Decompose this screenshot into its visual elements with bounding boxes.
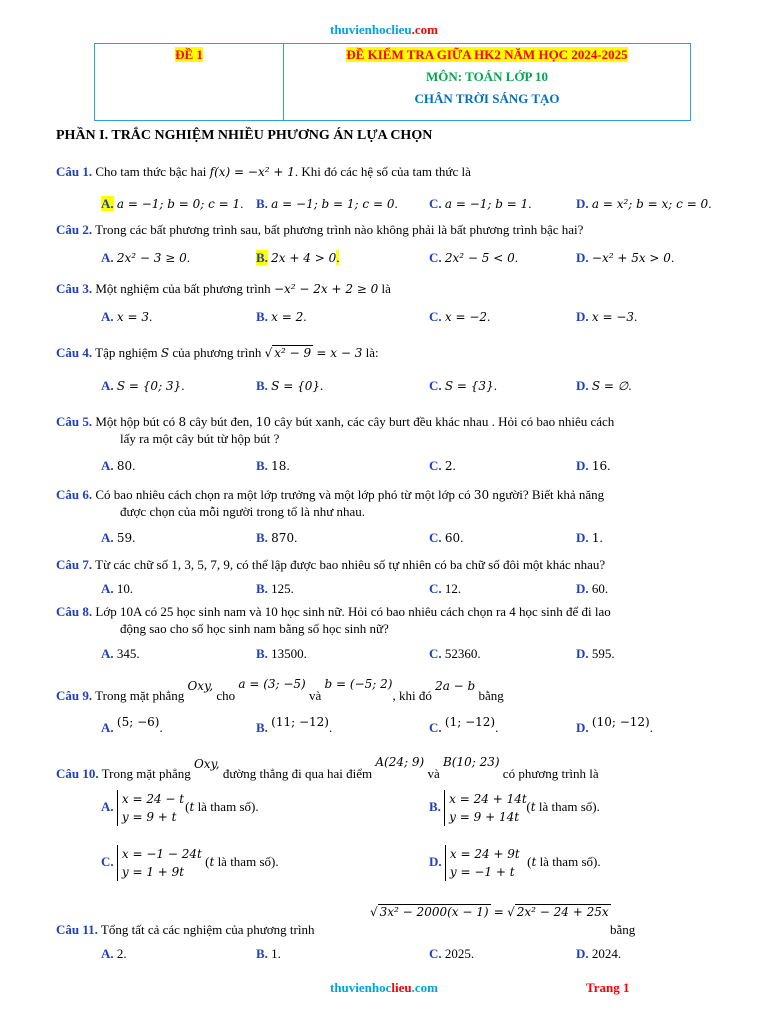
equation-system: x = −1 − 24t y = 1 + 9t	[117, 845, 202, 881]
q9-option-a[interactable]: A. (5; −6).	[101, 715, 163, 735]
q8-option-a[interactable]: A. 345.	[101, 646, 140, 661]
question-6-line2: được chọn của mỗi người trong tổ là như nhau.	[120, 504, 366, 519]
q2-option-c[interactable]: C. 2x² − 5 < 0.	[429, 250, 518, 265]
q9-option-c[interactable]: C. (1; −12).	[429, 715, 499, 735]
q7-option-d[interactable]: D. 60.	[576, 581, 609, 596]
formula: f(x) = −x² + 1	[209, 165, 295, 179]
q7-option-a[interactable]: A. 10.	[101, 581, 134, 596]
exam-title-cell	[284, 44, 690, 120]
q7-option-b[interactable]: B. 125.	[256, 581, 294, 596]
q7-option-c[interactable]: C. 12.	[429, 581, 462, 596]
question-8-line2: động sao cho số học sinh nam bằng số học sinh nữ?	[120, 621, 389, 636]
section-title: PHẦN I. TRẮC NGHIỆM NHIỀU PHƯƠNG ÁN LỰA CHỌN	[56, 128, 433, 143]
q2-option-a[interactable]: A. 2x² − 3 ≥ 0.	[101, 250, 190, 265]
q1-option-c[interactable]: C. a = −1; b = 1.	[429, 196, 532, 211]
question-8: Câu 8. Lớp 10A có 25 học sinh nam và 10 học sinh nữ. Hỏi có bao nhiêu cách chọn ra 4 học sinh để đi lao	[56, 604, 611, 619]
exam-title: ĐỀ KIỂM TRA GIỮA HK2 NĂM HỌC 2024-2025	[346, 47, 628, 62]
question-11-tail: bằng	[610, 922, 636, 937]
question-5-line2: lấy ra một cây bút từ hộp bút ?	[120, 431, 280, 446]
question-6: Câu 6. Có bao nhiêu cách chọn ra một lớp trưởng và một lớp phó từ một lớp có 30 người? Biết khả năng	[56, 487, 605, 502]
exam-header	[94, 43, 691, 121]
question-3: Câu 3. Một nghiệm của bất phương trình −x² − 2x + 2 ≥ 0 là	[56, 281, 391, 296]
q10-option-c[interactable]: C. x = −1 − 24t y = 1 + 9t (t là tham số).	[101, 847, 279, 879]
question-5: Câu 5. Một hộp bút có 8 cây bút đen, 10 cây bút xanh, các cây burt đều khác nhau . Hỏi có bao nhiêu cách	[56, 414, 615, 429]
page-number: Trang 1	[586, 980, 630, 995]
q8-option-b[interactable]: B. 13500.	[256, 646, 307, 661]
q3-option-d[interactable]: D. x = −3.	[576, 309, 638, 324]
q4-option-b[interactable]: B. S = {0}.	[256, 378, 324, 393]
q6-option-b[interactable]: B. 870.	[256, 530, 298, 545]
q10-option-a[interactable]: A. x = 24 − t y = 9 + t (t là tham số).	[101, 792, 259, 824]
question-7: Câu 7. Từ các chữ số 1, 3, 5, 7, 9, có thể lập được bao nhiêu số tự nhiên có ba chữ số đôi một khác nhau?	[56, 557, 606, 572]
q5-option-d[interactable]: D. 16.	[576, 458, 611, 473]
exam-subject: MÔN: TOÁN LỚP 10	[426, 69, 548, 84]
q6-option-c[interactable]: C. 60.	[429, 530, 464, 545]
q8-option-d[interactable]: D. 595.	[576, 646, 615, 661]
q6-option-d[interactable]: D. 1.	[576, 530, 603, 545]
q2-option-d[interactable]: D. −x² + 5x > 0.	[576, 250, 675, 265]
q1-option-a[interactable]: A. a = −1; b = 0; c = 1.	[101, 196, 244, 211]
question-10: Câu 10. Trong mặt phẳng Oxy, đường thẳng đi qua hai điểm A(24; 9) và B(10; 23) có phương trình là	[56, 755, 599, 781]
q11-option-d[interactable]: D. 2024.	[576, 946, 622, 961]
q11-option-b[interactable]: B. 1.	[256, 946, 281, 961]
question-9: Câu 9. Trong mặt phẳng Oxy, cho a = (3; −5) và b = (−5; 2), khi đó 2a − b bằng	[56, 677, 504, 703]
q2-option-b[interactable]: B. 2x + 4 > 0.	[256, 250, 340, 265]
q5-option-b[interactable]: B. 18.	[256, 458, 290, 473]
equation-system: x = 24 + 14t y = 9 + 14t	[444, 790, 523, 826]
q9-option-b[interactable]: B. (11; −12).	[256, 715, 333, 735]
q11-equation: √ 3x² − 2000(x − 1) = √ 2x² − 24 + 25x	[370, 905, 609, 919]
question-4: Câu 4. Tập nghiệm S của phương trình √ x² − 9 = x − 3 là:	[56, 345, 379, 360]
q6-option-a[interactable]: A. 59.	[101, 530, 136, 545]
q1-option-b[interactable]: B. a = −1; b = 1; c = 0.	[256, 196, 398, 211]
q4-option-c[interactable]: C. S = {3}.	[429, 378, 497, 393]
q8-option-c[interactable]: C. 52360.	[429, 646, 481, 661]
q5-option-c[interactable]: C. 2.	[429, 458, 456, 473]
question-11: Câu 11. Tổng tất cả các nghiệm của phương trình	[56, 922, 315, 937]
question-2: Câu 2. Trong các bất phương trình sau, bất phương trình nào không phải là bất phương trình bậc hai?	[56, 222, 584, 237]
q9-option-d[interactable]: D. (10; −12).	[576, 715, 653, 735]
q11-option-a[interactable]: A. 2.	[101, 946, 127, 961]
q3-option-a[interactable]: A. x = 3.	[101, 309, 153, 324]
question-1: Câu 1. Cho tam thức bậc hai f(x) = −x² + 1. Khi đó các hệ số của tam thức là	[56, 164, 471, 179]
exam-code-cell	[95, 44, 284, 120]
equation-system: x = 24 + 9t y = −1 + t	[445, 845, 524, 881]
q3-option-c[interactable]: C. x = −2.	[429, 309, 491, 324]
q10-option-d[interactable]: D. x = 24 + 9t y = −1 + t (t là tham số).	[429, 847, 601, 879]
exam-book: CHÂN TRỜI SÁNG TẠO	[414, 91, 560, 106]
q10-option-b[interactable]: B. x = 24 + 14t y = 9 + 14t (t là tham số).	[429, 792, 600, 824]
site-link-top[interactable]: thuvienhoclieu.com	[330, 22, 438, 37]
equation-system: x = 24 − t y = 9 + t	[117, 790, 182, 826]
q1-option-d[interactable]: D. a = x²; b = x; c = 0.	[576, 196, 712, 211]
q3-option-b[interactable]: B. x = 2.	[256, 309, 307, 324]
q11-option-c[interactable]: C. 2025.	[429, 946, 475, 961]
q4-option-a[interactable]: A. S = {0; 3}.	[101, 378, 185, 393]
q5-option-a[interactable]: A. 80.	[101, 458, 136, 473]
q4-option-d[interactable]: D. S = ∅.	[576, 378, 632, 393]
exam-code: ĐỀ 1	[175, 47, 203, 62]
site-link-bottom[interactable]: thuvienhoclieu.com	[330, 980, 438, 995]
